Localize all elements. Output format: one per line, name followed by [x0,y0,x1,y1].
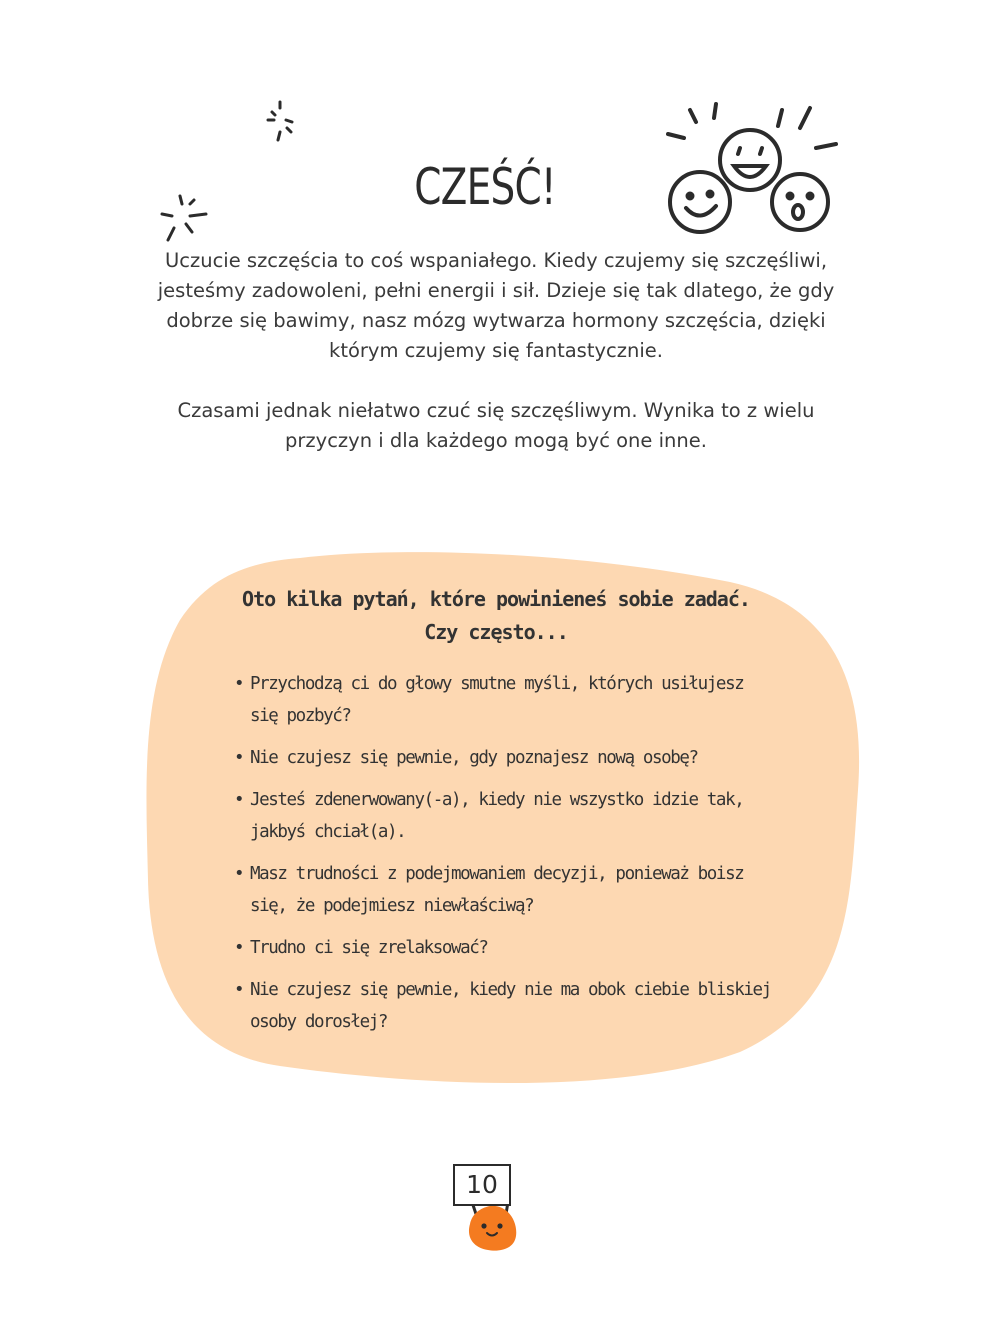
bullet: • [234,674,244,694]
list-item [214,784,774,848]
questions-heading-line: Oto kilka pytań, które powinieneś sobie zadać. [242,587,750,611]
bullet: • [234,980,244,1000]
bullet: • [234,790,244,810]
questions-heading [180,583,812,649]
list-item [214,742,774,774]
intro-paragraph: Czasami jednak niełatwo czuć się szczęśliwym. Wynika to z wielu przyczyn i dla każdego mogą być one inne. [177,399,815,452]
question-text: Nie czujesz się pewnie, gdy poznajesz nową osobę? [250,748,698,768]
list-item [214,858,774,922]
question-text: Masz trudności z podejmowaniem decyzji, ponieważ boisz się, że podejmiesz niewłaściwą? [250,864,744,916]
question-text: Jesteś zdenerwowany(-a), kiedy nie wszystko idzie tak, jakbyś chciał(a). [250,790,744,842]
bullet: • [234,864,244,884]
questions-list [214,668,774,1048]
list-item [214,668,774,732]
intro-paragraph: Uczucie szczęścia to coś wspaniałego. Kiedy czujemy się szczęśliwi, jesteśmy zadowoleni, pełni energii i sił. Dzieje się tak dlatego, że gdy dobrze się bawimy, nasz mózg wytwarza hormony szczęścia, dzięki którym czujemy się fantastycznie. [157,249,835,362]
bullet: • [234,938,244,958]
list-item [214,974,774,1038]
question-text: Trudno ci się zrelaksować? [250,938,488,958]
question-text: Nie czujesz się pewnie, kiedy nie ma obok ciebie bliskiej osoby dorosłej? [250,980,771,1032]
list-item [214,932,774,964]
page-number: 10 [453,1164,511,1206]
questions-heading-line: Czy często... [424,620,568,644]
bullet: • [234,748,244,768]
page-title: CZEŚĆ! [414,158,556,216]
question-text: Przychodzą ci do głowy smutne myśli, których usiłujesz się pozbyć? [250,674,744,726]
